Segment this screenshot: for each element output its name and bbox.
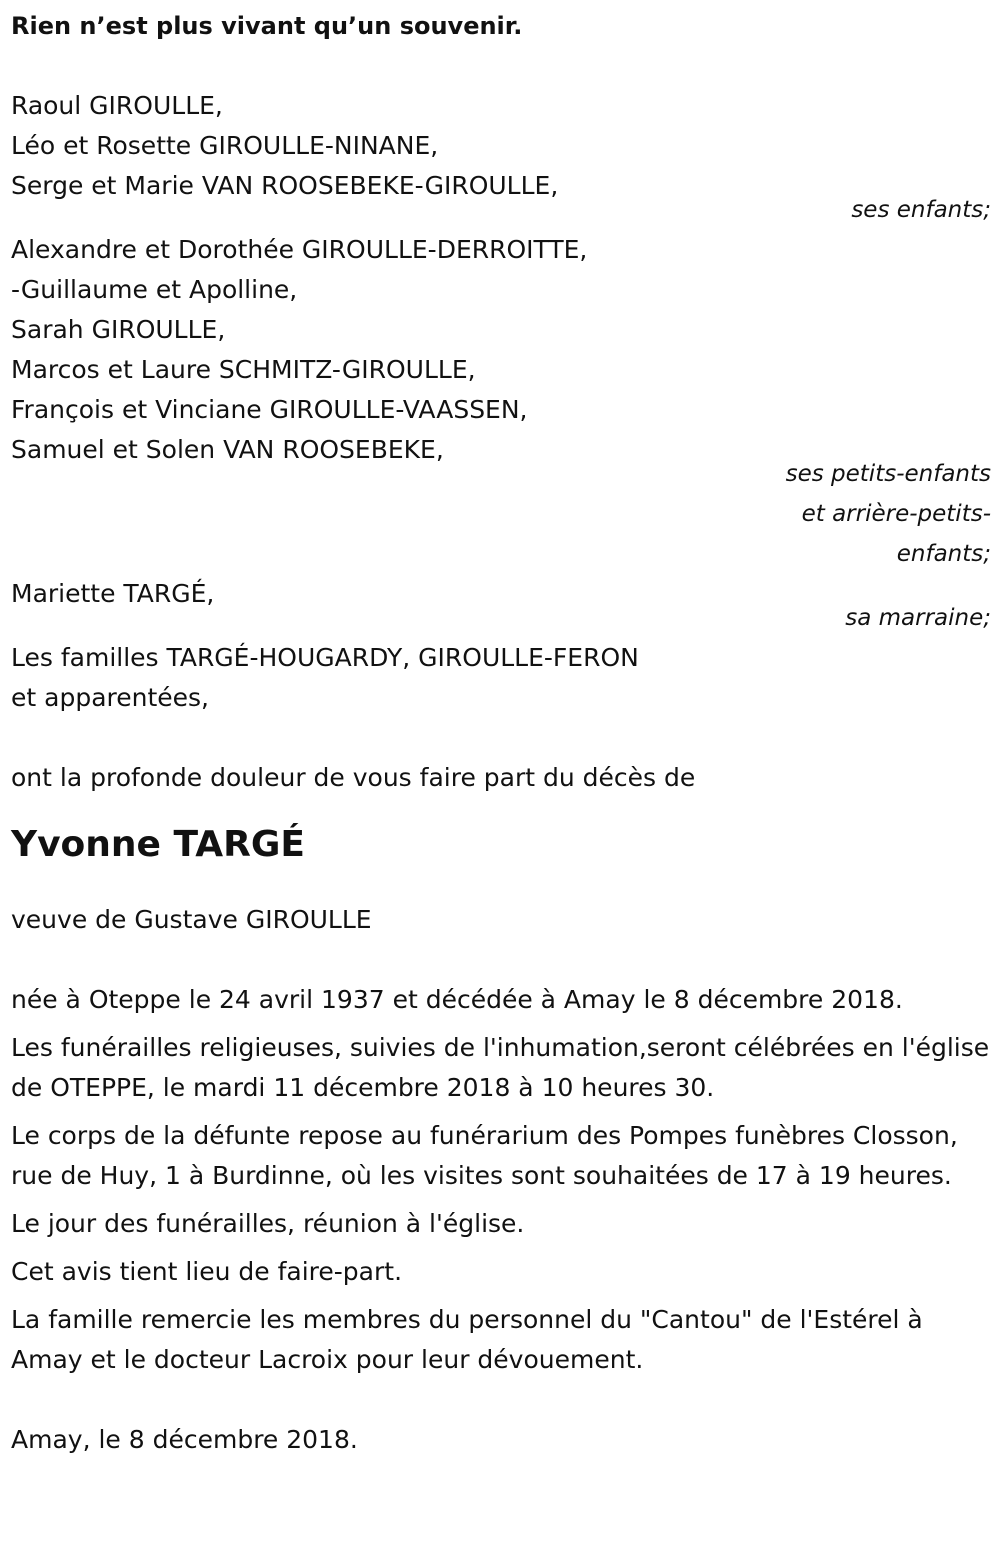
spacer — [11, 940, 991, 980]
notice-paragraph: Cet avis tient lieu de faire-part. — [11, 1257, 403, 1286]
grandchildren-role-line: enfants; — [896, 541, 991, 567]
grandchild-name: -Guillaume et Apolline, — [11, 275, 298, 304]
widow-of: veuve de Gustave GIROULLE — [11, 905, 372, 934]
visitation-paragraph: Le corps de la défunte repose au funérarium des Pompes funèbres Closson, rue de Huy, 1 à Burdinne, où les visites sont souhaitées de 17 à 19 heures. — [11, 1121, 958, 1190]
grandchild-name: Alexandre et Dorothée GIROULLE-DERROITTE, — [11, 235, 588, 264]
children-role: ses enfants; — [851, 197, 991, 223]
grandchild-name: François et Vinciane GIROULLE-VAASSEN, — [11, 395, 528, 424]
families-group — [11, 638, 991, 718]
godmother-name: Mariette TARGÉ, — [11, 579, 215, 608]
grandchild-name: Marcos et Laure SCHMITZ-GIROULLE, — [11, 355, 476, 384]
grandchildren-role — [11, 454, 991, 574]
grandchildren-group — [11, 230, 991, 470]
spacer — [11, 1388, 991, 1420]
child-name: Léo et Rosette GIROULLE-NINANE, — [11, 131, 439, 160]
families-line: Les familles TARGÉ-HOUGARDY, GIROULLE-FERON — [11, 643, 639, 672]
child-name: Serge et Marie VAN ROOSEBEKE-GIROULLE, — [11, 171, 559, 200]
grandchildren-role-line: et arrière-petits- — [801, 501, 991, 527]
deceased-name: Yvonne TARGÉ — [11, 824, 305, 865]
grandchild-name: Samuel et Solen VAN ROOSEBEKE, — [11, 435, 444, 464]
families-line: et apparentées, — [11, 683, 209, 712]
closing-place-date: Amay, le 8 décembre 2018. — [11, 1425, 358, 1454]
spacer — [11, 718, 991, 758]
children-group — [11, 86, 991, 206]
motto: Rien n’est plus vivant qu’un souvenir. — [11, 12, 523, 40]
spacer — [11, 46, 991, 86]
grandchildren-role-line: ses petits-enfants — [785, 461, 991, 487]
announcement: ont la profonde douleur de vous faire part du décès de — [11, 763, 696, 792]
child-name: Raoul GIROULLE, — [11, 91, 223, 120]
funeral-paragraph: Les funérailles religieuses, suivies de l'inhumation,seront célébrées en l'église de OTEPPE, le mardi 11 décembre 2018 à 10 heures 30. — [11, 1033, 990, 1102]
gathering-paragraph: Le jour des funérailles, réunion à l'église. — [11, 1209, 525, 1238]
spacer — [11, 798, 991, 820]
thanks-paragraph: La famille remercie les membres du personnel du "Cantou" de l'Estérel à Amay et le docteur Lacroix pour leur dévouement. — [11, 1305, 923, 1374]
godmother-role: sa marraine; — [845, 605, 991, 631]
spacer — [11, 870, 991, 900]
obituary-notice — [11, 6, 991, 1460]
birth-death-paragraph: née à Oteppe le 24 avril 1937 et décédée à Amay le 8 décembre 2018. — [11, 985, 903, 1014]
grandchild-name: Sarah GIROULLE, — [11, 315, 226, 344]
